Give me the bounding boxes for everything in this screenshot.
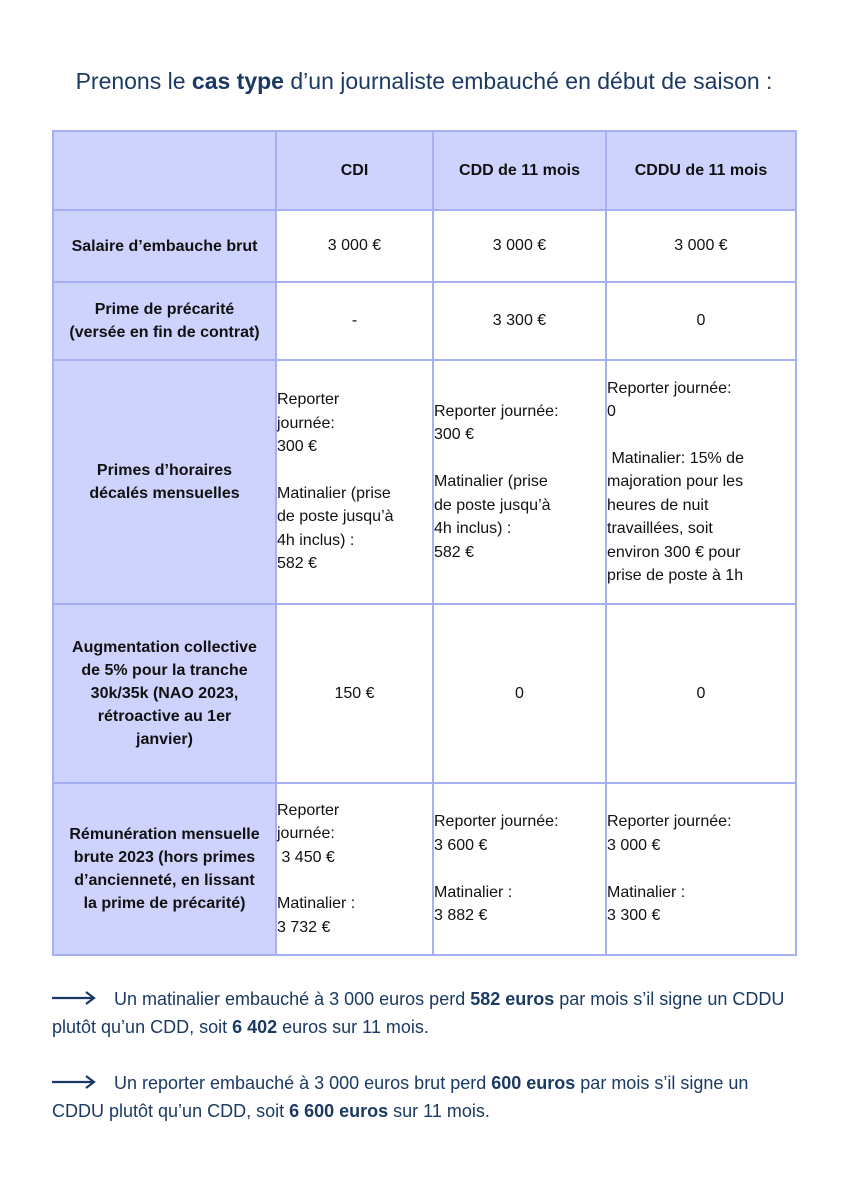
conclusion-1-text-2: par mois s’il signe un CDDU plutôt qu’un CDD, soit	[52, 989, 785, 1037]
table-row-remuneration	[53, 783, 796, 955]
row-label-prime-line1: Prime de précarité	[94, 301, 235, 318]
cell-line: 300 €	[434, 426, 475, 444]
conclusion-1-bold-1: 582 euros	[470, 989, 555, 1009]
row-label-augmentation-line5: janvier)	[136, 731, 193, 748]
cell-line: Reporter journée:	[434, 403, 559, 421]
cell-horaires-cdi	[276, 360, 433, 604]
cell-line: Matinalier :	[607, 883, 686, 901]
cell-line	[434, 447, 605, 470]
conclusion-1-text-3: euros sur 11 mois.	[277, 1017, 429, 1037]
cell-salaire-cddu: 3 000 €	[606, 210, 796, 282]
row-label-horaires	[53, 360, 276, 604]
cell-augmentation-cdd: 0	[433, 604, 606, 783]
cell-line: prise de poste à 1h	[607, 566, 744, 584]
row-label-remuneration-line3: d’ancienneté, en lissant	[74, 872, 255, 889]
header-cdi: CDI	[276, 131, 433, 210]
cell-line: Matinalier: 15% de	[607, 449, 744, 467]
cell-augmentation-cdi: 150 €	[276, 604, 433, 783]
cell-salaire-cdd: 3 000 €	[433, 210, 606, 282]
cell-remuneration-cdd	[433, 783, 606, 955]
cell-remuneration-cddu	[606, 783, 796, 955]
cell-augmentation-cddu: 0	[606, 604, 796, 783]
cell-line: 582 €	[434, 543, 475, 561]
conclusion-matinalier	[52, 985, 802, 1041]
row-label-augmentation-line2: de 5% pour la tranche	[81, 662, 248, 679]
title-before: Prenons le	[75, 68, 192, 94]
cell-line: Matinalier :	[434, 883, 513, 901]
header-cdd: CDD de 11 mois	[433, 131, 606, 210]
row-label-remuneration	[53, 783, 276, 955]
cell-line: Reporter	[277, 391, 340, 409]
conclusion-2-bold-2: 6 600 euros	[289, 1101, 389, 1121]
conclusion-reporter	[52, 1069, 802, 1125]
cell-line: heures de nuit	[607, 496, 709, 514]
long-right-arrow-icon	[52, 1075, 96, 1089]
cell-line: Reporter	[277, 801, 340, 819]
cell-horaires-cdd	[433, 360, 606, 604]
cell-salaire-cdi: 3 000 €	[276, 210, 433, 282]
table-header-row	[53, 131, 796, 210]
table-row-prime	[53, 282, 796, 360]
cell-line: majoration pour les	[607, 473, 744, 491]
cell-line: 3 600 €	[434, 836, 488, 854]
row-label-remuneration-line4: la prime de précarité)	[83, 895, 246, 912]
table-row-salaire	[53, 210, 796, 282]
row-label-salaire: Salaire d’embauche brut	[53, 210, 276, 282]
cell-line: Reporter journée:	[607, 379, 732, 397]
cell-line: Matinalier :	[277, 895, 356, 913]
cell-line: 3 300 €	[607, 907, 661, 925]
row-label-augmentation-line1: Augmentation collective	[72, 639, 257, 656]
cell-line: 4h inclus) :	[434, 520, 512, 538]
row-label-prime-line2: (versée en fin de contrat)	[69, 324, 260, 341]
row-label-augmentation-line3: 30k/35k (NAO 2023,	[90, 685, 239, 702]
cell-line: 0	[607, 403, 616, 421]
row-label-augmentation-line4: rétroactive au 1er	[97, 708, 232, 725]
comparison-table	[52, 130, 797, 956]
cell-line	[607, 857, 795, 880]
row-label-remuneration-line1: Rémunération mensuelle	[69, 826, 260, 843]
conclusion-2-text-1: Un reporter embauché à 3 000 euros brut perd	[114, 1073, 492, 1093]
cell-line	[607, 423, 795, 446]
cell-line: Matinalier (prise	[434, 473, 548, 491]
conclusion-1-bold-2: 6 402	[232, 1017, 278, 1037]
cell-line	[277, 869, 432, 892]
conclusion-2-bold-1: 600 euros	[491, 1073, 576, 1093]
long-right-arrow-icon	[52, 991, 96, 1005]
cell-line: Reporter journée:	[607, 813, 732, 831]
conclusion-2-text-2: par mois s’il signe un CDDU plutôt qu’un CDD, soit	[52, 1073, 749, 1121]
title-bold: cas type	[191, 68, 284, 94]
cell-line: 3 000 €	[607, 836, 661, 854]
row-label-prime	[53, 282, 276, 360]
conclusion-2-text-3: sur 11 mois.	[388, 1101, 490, 1121]
conclusion-1-text-1: Un matinalier embauché à 3 000 euros perd	[114, 989, 471, 1009]
cell-line: 300 €	[277, 438, 318, 456]
row-label-augmentation	[53, 604, 276, 783]
cell-line: de poste jusqu’à	[434, 496, 551, 514]
cell-prime-cdi: -	[276, 282, 433, 360]
row-label-horaires-line1: Primes d’horaires	[96, 462, 233, 479]
cell-line: travaillées, soit	[607, 520, 713, 538]
cell-prime-cddu: 0	[606, 282, 796, 360]
cell-line: 4h inclus) :	[277, 531, 355, 549]
cell-line: journée:	[277, 414, 335, 432]
cell-line: 582 €	[277, 555, 318, 573]
row-label-horaires-line2: décalés mensuelles	[89, 485, 240, 502]
cell-line: 3 882 €	[434, 907, 488, 925]
cell-line: environ 300 € pour	[607, 543, 741, 561]
cell-line: de poste jusqu’à	[277, 508, 394, 526]
row-label-remuneration-line2: brute 2023 (hors primes	[73, 849, 256, 866]
cell-prime-cdd: 3 300 €	[433, 282, 606, 360]
cell-line: 3 732 €	[277, 918, 331, 936]
title-after: d’un journaliste embauché en début de saison :	[283, 68, 773, 94]
cell-remuneration-cdi	[276, 783, 433, 955]
table-row-augmentation	[53, 604, 796, 783]
cell-line: Matinalier (prise	[277, 484, 391, 502]
cell-line: journée:	[277, 825, 335, 843]
page-title	[0, 68, 848, 95]
cell-horaires-cddu	[606, 360, 796, 604]
cell-line: Reporter journée:	[434, 813, 559, 831]
table-row-horaires	[53, 360, 796, 604]
cell-line: 3 450 €	[277, 848, 335, 866]
cell-line	[434, 857, 605, 880]
header-cddu: CDDU de 11 mois	[606, 131, 796, 210]
cell-line	[277, 459, 432, 482]
header-empty	[53, 131, 276, 210]
